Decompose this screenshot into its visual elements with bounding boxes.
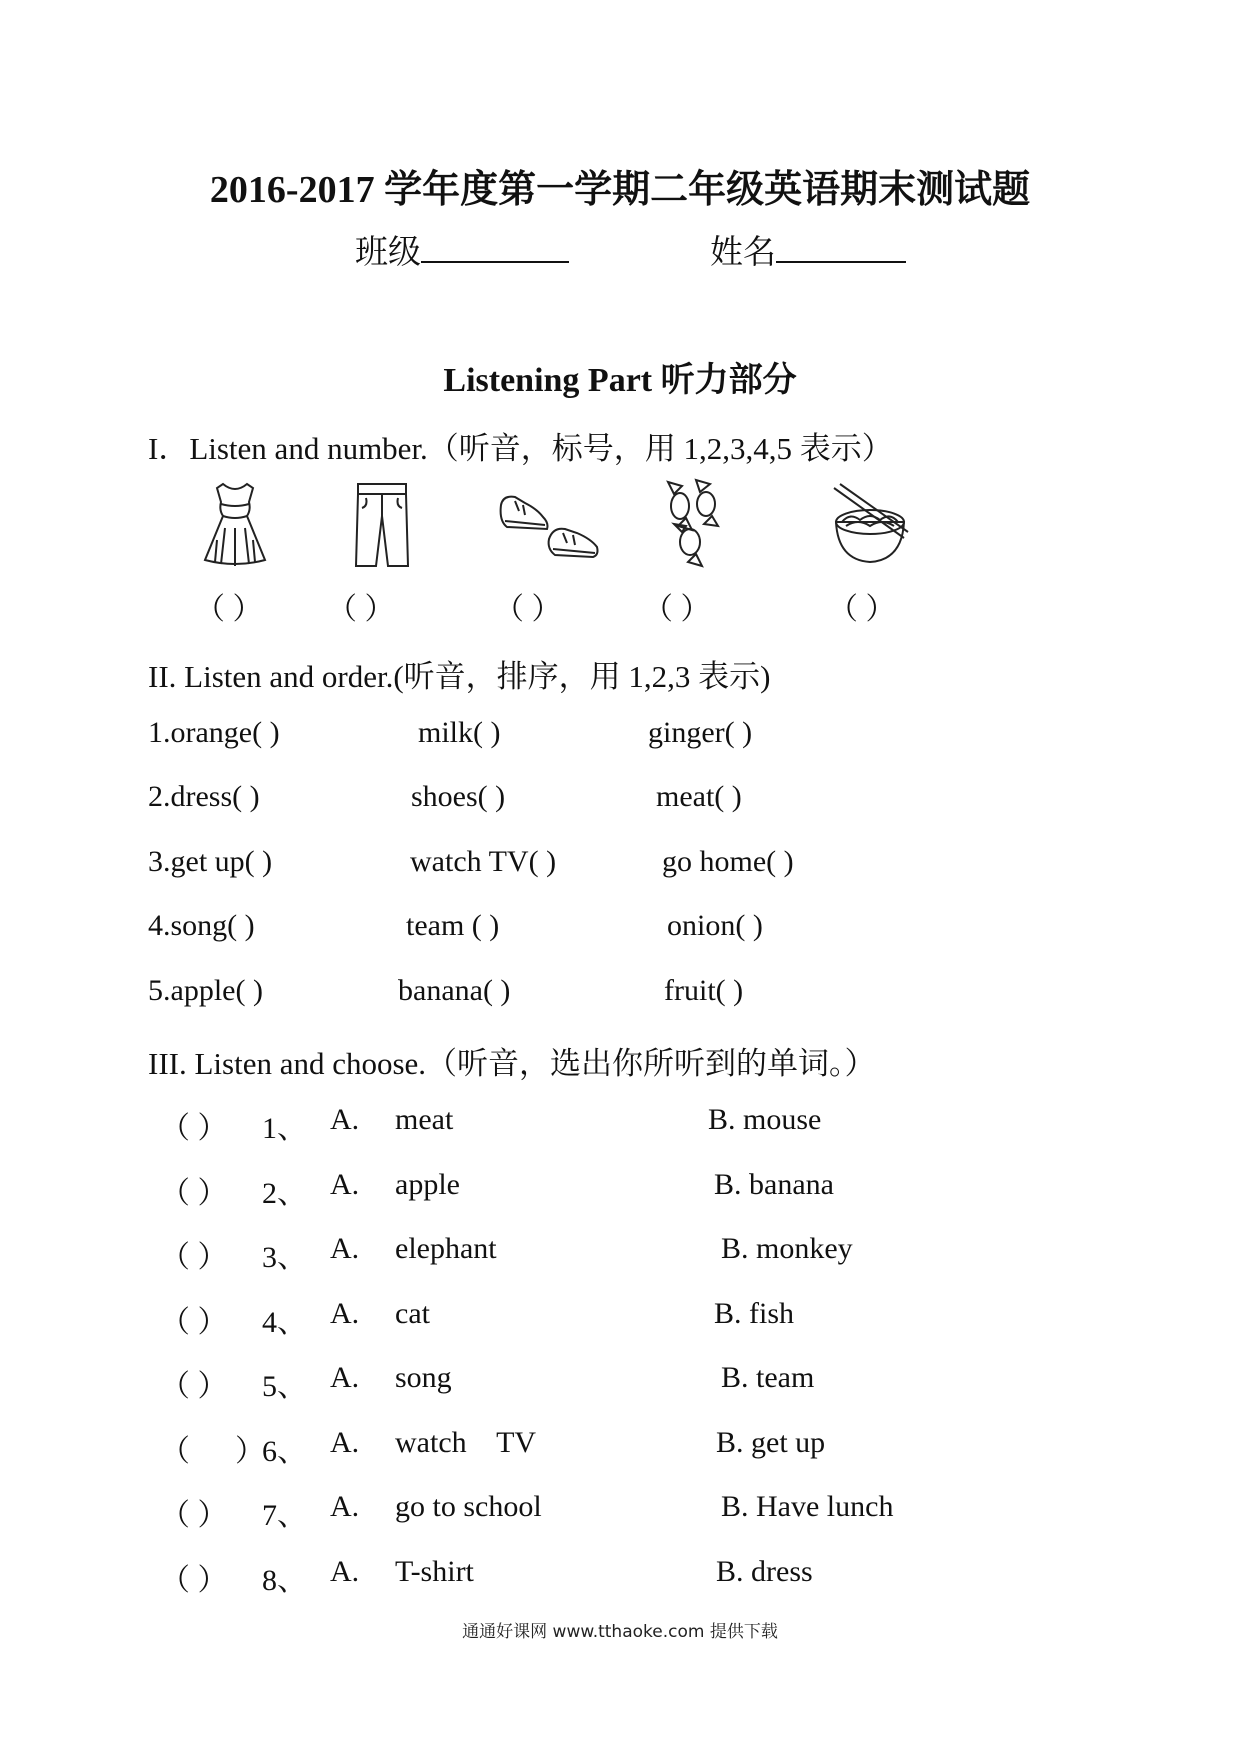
listening-title: Listening Part 听力部分 xyxy=(443,362,797,399)
option-a[interactable]: go to school xyxy=(395,1490,542,1523)
option-a[interactable]: apple xyxy=(395,1168,460,1201)
option-a-label: A. xyxy=(330,1426,360,1459)
option-b[interactable]: B. monkey xyxy=(721,1232,853,1265)
order-item[interactable]: meat( ) xyxy=(656,780,742,813)
option-a[interactable]: elephant xyxy=(395,1232,497,1265)
choice-bracket[interactable]: （ ） xyxy=(160,1241,228,1274)
order-item[interactable]: milk( ) xyxy=(418,716,501,749)
order-item[interactable]: fruit( ) xyxy=(664,974,744,1007)
option-a[interactable]: cat xyxy=(395,1297,430,1330)
order-item[interactable]: 5.apple( ) xyxy=(148,974,263,1007)
order-item[interactable]: shoes( ) xyxy=(411,780,506,813)
choice-number: 8、 xyxy=(262,1564,307,1597)
class-blank[interactable] xyxy=(421,231,569,263)
option-b[interactable]: B. mouse xyxy=(708,1103,822,1136)
section2-heading: II. Listen and order.(听音，排序，用 1,2,3 表示) xyxy=(148,659,771,694)
option-b[interactable]: B. banana xyxy=(714,1168,834,1201)
section3-heading: III. Listen and choose.（听音，选出你所听到的单词。） xyxy=(148,1046,876,1081)
footer-text: 通通好课网 www.tthaoke.com 提供下载 xyxy=(462,1622,778,1642)
picture-1-bracket[interactable]: （ ） xyxy=(195,593,263,626)
option-a[interactable]: watch TV xyxy=(395,1426,537,1459)
choice-bracket[interactable]: （ ） xyxy=(160,1435,265,1468)
option-b[interactable]: B. get up xyxy=(716,1426,826,1459)
choice-number: 1、 xyxy=(262,1112,307,1145)
order-item[interactable]: ginger( ) xyxy=(648,716,753,749)
choice-number: 7、 xyxy=(262,1499,307,1532)
name-field xyxy=(710,226,906,273)
noodles-icon xyxy=(830,482,910,567)
order-item[interactable]: team ( ) xyxy=(406,909,500,942)
option-b[interactable]: B. dress xyxy=(716,1555,813,1588)
name-label: 姓名 xyxy=(710,235,776,271)
option-a[interactable]: T-shirt xyxy=(395,1555,474,1588)
choice-number: 4、 xyxy=(262,1306,307,1339)
option-a-label: A. xyxy=(330,1490,360,1523)
order-item[interactable]: banana( ) xyxy=(398,974,511,1007)
order-item[interactable]: 1.orange( ) xyxy=(148,716,280,749)
shoes-icon xyxy=(497,487,602,567)
order-item[interactable]: onion( ) xyxy=(667,909,763,942)
order-item[interactable]: 3.get up( ) xyxy=(148,845,273,878)
choice-number: 6、 xyxy=(262,1435,307,1468)
picture-3-bracket[interactable]: （ ） xyxy=(494,593,562,626)
option-a-label: A. xyxy=(330,1361,360,1394)
option-a[interactable]: song xyxy=(395,1361,452,1394)
choice-bracket[interactable]: （ ） xyxy=(160,1112,228,1145)
picture-5-bracket[interactable]: （ ） xyxy=(828,593,896,626)
trousers-icon xyxy=(352,480,412,570)
option-a-label: A. xyxy=(330,1103,360,1136)
section1-heading: I．Listen and number.（听音，标号，用 1,2,3,4,5 表示） xyxy=(148,431,893,466)
choice-bracket[interactable]: （ ） xyxy=(160,1499,228,1532)
option-a-label: A. xyxy=(330,1232,360,1265)
option-a-label: A. xyxy=(330,1297,360,1330)
option-a[interactable]: meat xyxy=(395,1103,454,1136)
class-field xyxy=(355,226,569,273)
class-label: 班级 xyxy=(355,235,421,271)
order-item[interactable]: watch TV( ) xyxy=(410,845,557,878)
choice-number: 3、 xyxy=(262,1241,307,1274)
option-a-label: A. xyxy=(330,1555,360,1588)
page-title: 2016-2017 学年度第一学期二年级英语期末测试题 xyxy=(209,169,1031,211)
dress-icon xyxy=(195,480,275,570)
option-b[interactable]: B. Have lunch xyxy=(721,1490,894,1523)
name-blank[interactable] xyxy=(776,231,906,263)
option-b[interactable]: B. fish xyxy=(714,1297,795,1330)
choice-bracket[interactable]: （ ） xyxy=(160,1306,228,1339)
picture-4-bracket[interactable]: （ ） xyxy=(643,593,711,626)
candy-icon xyxy=(660,476,730,571)
picture-2-bracket[interactable]: （ ） xyxy=(327,593,395,626)
choice-bracket[interactable]: （ ） xyxy=(160,1564,228,1597)
choice-bracket[interactable]: （ ） xyxy=(160,1370,228,1403)
order-item[interactable]: go home( ) xyxy=(662,845,794,878)
choice-number: 5、 xyxy=(262,1370,307,1403)
order-item[interactable]: 4.song( ) xyxy=(148,909,255,942)
choice-bracket[interactable]: （ ） xyxy=(160,1177,228,1210)
option-a-label: A. xyxy=(330,1168,360,1201)
choice-number: 2、 xyxy=(262,1177,307,1210)
order-item[interactable]: 2.dress( ) xyxy=(148,780,260,813)
option-b[interactable]: B. team xyxy=(721,1361,815,1394)
